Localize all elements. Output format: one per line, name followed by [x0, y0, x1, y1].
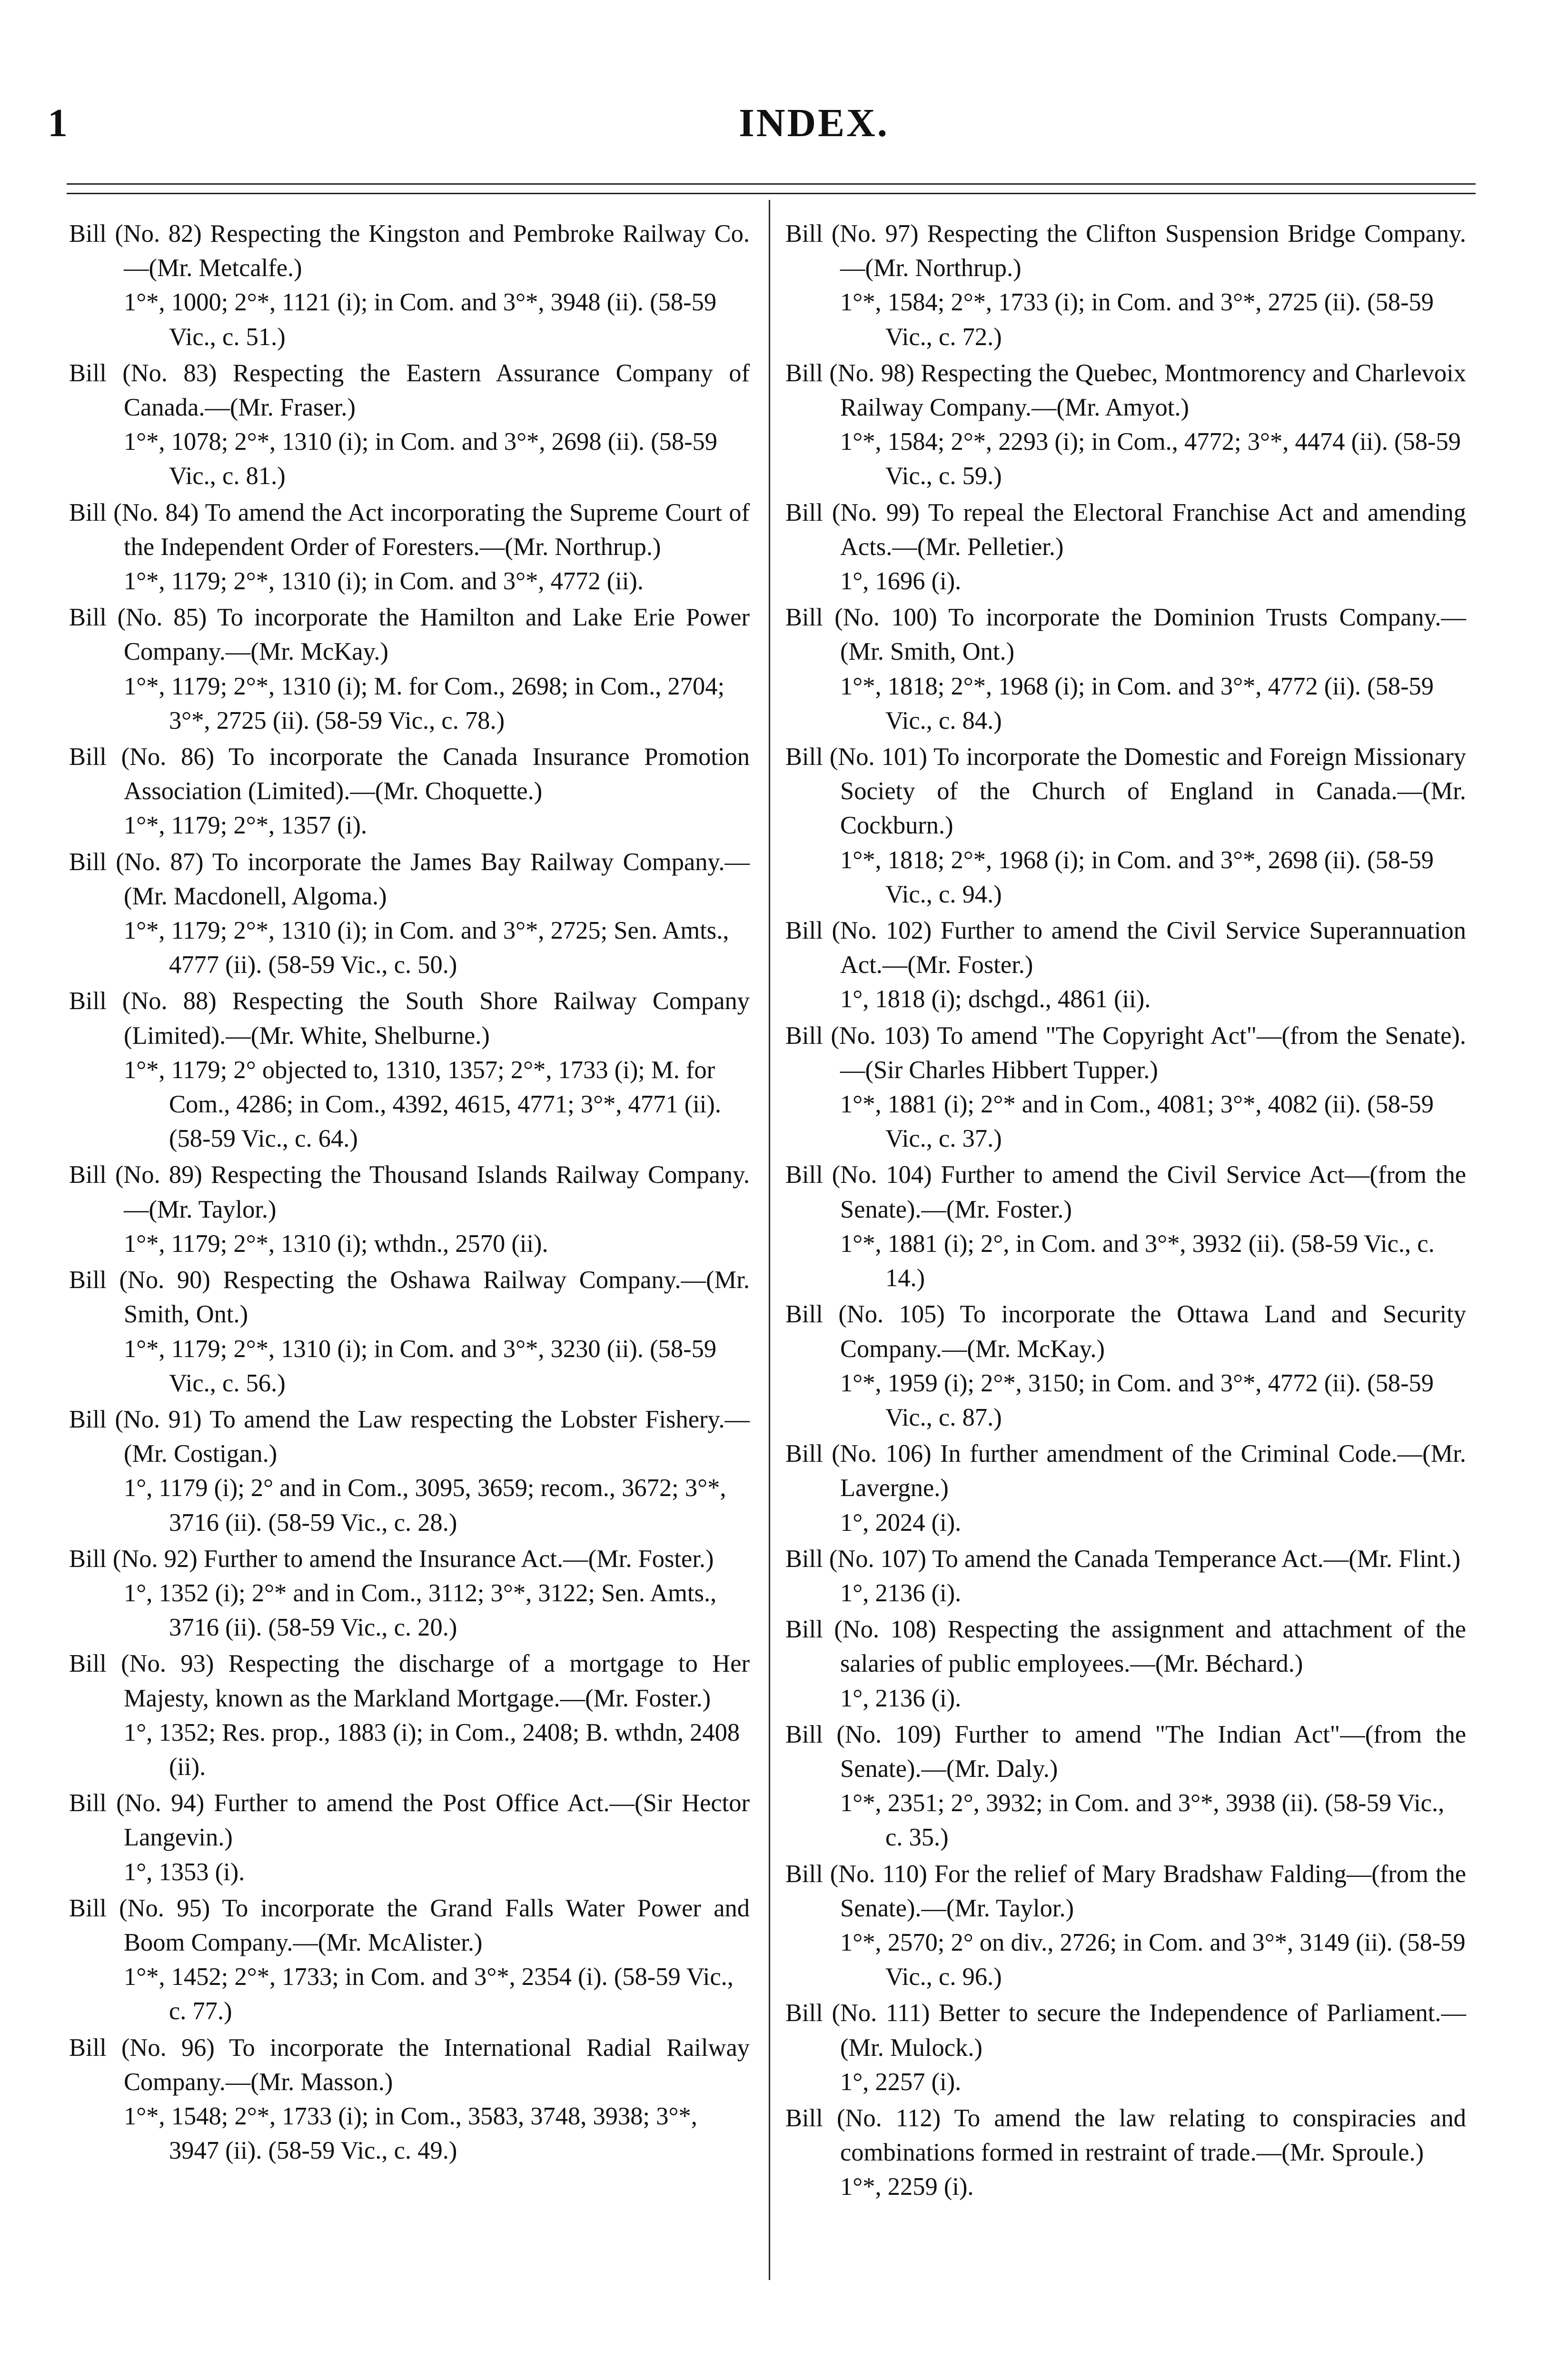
- entry-head: Bill (No. 93) Respecting the discharge of a mortgage to Her Majesty, known as the Markland Mortgage.—(Mr. Foster.): [69, 1650, 750, 1712]
- entry-head: Bill (No. 86) To incorporate the Canada Insurance Promotion Association (Limited).—(Mr. Choquette.): [69, 743, 750, 805]
- entry-head: Bill (No. 109) Further to amend "The Indian Act"—(from the Senate).—(Mr. Daly.): [785, 1720, 1466, 1783]
- entry-head: Bill (No. 103) To amend "The Copyright Act"—(from the Senate).—(Sir Charles Hibbert Tupper.): [785, 1021, 1466, 1084]
- entry-detail: 1°*, 2351; 2°, 3932; in Com. and 3°*, 3938 (ii). (58-59 Vic., c. 35.): [840, 1789, 1445, 1852]
- page-number: 1: [48, 101, 68, 145]
- entry-head: Bill (No. 96) To incorporate the International Radial Railway Company.—(Mr. Masson.): [69, 2033, 750, 2096]
- page-header: [48, 100, 1466, 148]
- index-entry: [785, 1857, 1466, 1994]
- entry-head: Bill (No. 108) Respecting the assignment and attachment of the salaries of public employees.—(Mr. Béchard.): [785, 1616, 1466, 1678]
- entry-head: Bill (No. 99) To repeal the Electoral Franchise Act and amending Acts.—(Mr. Pelletier.): [785, 498, 1466, 561]
- entry-detail: 1°*, 1452; 2°*, 1733; in Com. and 3°*, 2354 (i). (58-59 Vic., c. 77.): [124, 1963, 734, 2025]
- index-entry: [69, 1786, 750, 1889]
- index-entry: [785, 496, 1466, 599]
- column-divider: [769, 200, 770, 2280]
- entry-head: Bill (No. 104) Further to amend the Civil Service Act—(from the Senate).—(Mr. Foster.): [785, 1161, 1466, 1223]
- index-entry: [785, 600, 1466, 738]
- entry-detail: 1°*, 1584; 2°*, 1733 (i); in Com. and 3°*, 2725 (ii). (58-59 Vic., c. 72.): [840, 288, 1434, 351]
- entry-detail: 1°*, 1179; 2°*, 1310 (i); in Com. and 3°*, 4772 (ii).: [124, 567, 644, 595]
- index-entry: [69, 356, 750, 494]
- index-entry: [785, 1297, 1466, 1435]
- index-entry: [69, 740, 750, 843]
- entry-detail: 1°, 1352 (i); 2°* and in Com., 3112; 3°*, 3122; Sen. Amts., 3716 (ii). (58-59 Vic., c. 20.): [124, 1579, 717, 1642]
- index-entry: [69, 1646, 750, 1784]
- entry-detail: 1°*, 1179; 2°*, 1310 (i); wthdn., 2570 (ii).: [124, 1230, 548, 1258]
- index-entry: [69, 845, 750, 982]
- index-entry: [785, 2101, 1466, 2204]
- index-entry: [785, 356, 1466, 494]
- entry-detail: 1°*, 1881 (i); 2°, in Com. and 3°*, 3932 (ii). (58-59 Vic., c. 14.): [840, 1230, 1435, 1292]
- entry-detail: 1°, 2136 (i).: [840, 1579, 962, 1607]
- entry-detail: 1°, 1352; Res. prop., 1883 (i); in Com., 2408; B. wthdn, 2408 (ii).: [124, 1718, 740, 1781]
- header-rule-bottom: [67, 193, 1476, 194]
- index-entry: [785, 1019, 1466, 1156]
- entry-head: Bill (No. 84) To amend the Act incorporating the Supreme Court of the Independent Order of Foresters.—(Mr. Northrup.): [69, 498, 750, 561]
- entry-detail: 1°*, 1818; 2°*, 1968 (i); in Com. and 3°*, 2698 (ii). (58-59 Vic., c. 94.): [840, 846, 1434, 908]
- right-column: [785, 217, 1466, 2206]
- entry-head: Bill (No. 82) Respecting the Kingston and Pembroke Railway Co.—(Mr. Metcalfe.): [69, 220, 750, 282]
- entry-head: Bill (No. 105) To incorporate the Ottawa Land and Security Company.—(Mr. McKay.): [785, 1300, 1466, 1363]
- entry-head: Bill (No. 102) Further to amend the Civil Service Superannuation Act.—(Mr. Foster.): [785, 917, 1466, 979]
- entry-detail: 1°*, 1179; 2°*, 1310 (i); in Com. and 3°*, 3230 (ii). (58-59 Vic., c. 56.): [124, 1335, 717, 1397]
- entry-detail: 1°*, 1959 (i); 2°*, 3150; in Com. and 3°*, 4772 (ii). (58-59 Vic., c. 87.): [840, 1369, 1434, 1431]
- entry-detail: 1°, 2257 (i).: [840, 2068, 962, 2096]
- entry-head: Bill (No. 94) Further to amend the Post Office Act.—(Sir Hector Langevin.): [69, 1789, 750, 1852]
- entry-head: Bill (No. 112) To amend the law relating to conspiracies and combinations formed in restraint of trade.—(Mr. Sproule.): [785, 2104, 1466, 2167]
- entry-detail: 1°*, 1179; 2°*, 1310 (i); M. for Com., 2698; in Com., 2704; 3°*, 2725 (ii). (58-59 Vic., c. 78.): [124, 672, 725, 734]
- entry-head: Bill (No. 88) Respecting the South Shore Railway Company (Limited).—(Mr. White, Shelburne.): [69, 987, 750, 1050]
- index-entry: [785, 1158, 1466, 1295]
- entry-head: Bill (No. 100) To incorporate the Dominion Trusts Company.—(Mr. Smith, Ont.): [785, 604, 1466, 666]
- entry-head: Bill (No. 98) Respecting the Quebec, Montmorency and Charlevoix Railway Company.—(Mr. Amyot.): [785, 359, 1466, 422]
- entry-head: Bill (No. 106) In further amendment of the Criminal Code.—(Mr. Lavergne.): [785, 1440, 1466, 1502]
- index-entry: [69, 1402, 750, 1540]
- entry-detail: 1°*, 1818; 2°*, 1968 (i); in Com. and 3°*, 4772 (ii). (58-59 Vic., c. 84.): [840, 672, 1434, 734]
- entry-detail: 1°*, 1584; 2°*, 2293 (i); in Com., 4772; 3°*, 4474 (ii). (58-59 Vic., c. 59.): [840, 428, 1461, 490]
- entry-head: Bill (No. 97) Respecting the Clifton Suspension Bridge Company.—(Mr. Northrup.): [785, 220, 1466, 282]
- entry-detail: 1°, 1179 (i); 2° and in Com., 3095, 3659; recom., 3672; 3°*, 3716 (ii). (58-59 Vic., c. 28.): [124, 1474, 726, 1537]
- index-entry: [785, 913, 1466, 1017]
- index-entry: [69, 2031, 750, 2168]
- page-title: INDEX.: [739, 101, 889, 145]
- entry-head: Bill (No. 89) Respecting the Thousand Islands Railway Company.—(Mr. Taylor.): [69, 1161, 750, 1223]
- entry-head: Bill (No. 110) For the relief of Mary Bradshaw Falding—(from the Senate).—(Mr. Taylor.): [785, 1860, 1466, 1922]
- entry-head: Bill (No. 85) To incorporate the Hamilton and Lake Erie Power Company.—(Mr. McKay.): [69, 604, 750, 666]
- entry-detail: 1°, 1353 (i).: [124, 1858, 245, 1886]
- entry-head: Bill (No. 83) Respecting the Eastern Assurance Company of Canada.—(Mr. Fraser.): [69, 359, 750, 422]
- entry-detail: 1°*, 1179; 2°*, 1310 (i); in Com. and 3°*, 2725; Sen. Amts., 4777 (ii). (58-59 Vic., c. 50.): [124, 917, 729, 979]
- entry-detail: 1°*, 2259 (i).: [840, 2173, 974, 2201]
- entry-head: Bill (No. 107) To amend the Canada Temperance Act.—(Mr. Flint.): [785, 1545, 1461, 1573]
- index-entry: [69, 496, 750, 599]
- index-entry: [785, 1437, 1466, 1540]
- entry-detail: 1°*, 1179; 2°*, 1357 (i).: [124, 812, 367, 840]
- index-entry: [69, 1891, 750, 2029]
- entry-detail: 1°, 2136 (i).: [840, 1684, 962, 1712]
- index-entry: [69, 217, 750, 354]
- index-entry: [69, 1263, 750, 1400]
- header-rule-top: [67, 183, 1476, 185]
- entry-head: Bill (No. 95) To incorporate the Grand Falls Water Power and Boom Company.—(Mr. McAlister.): [69, 1894, 750, 1956]
- entry-detail: 1°*, 1548; 2°*, 1733 (i); in Com., 3583, 3748, 3938; 3°*, 3947 (ii). (58-59 Vic., c. 49.): [124, 2102, 697, 2165]
- index-entry: [785, 217, 1466, 354]
- entry-detail: 1°*, 2570; 2° on div., 2726; in Com. and 3°*, 3149 (ii). (58-59 Vic., c. 96.): [840, 1928, 1466, 1991]
- entry-head: Bill (No. 101) To incorporate the Domestic and Foreign Missionary Society of the Church of England in Canada.—(Mr. Cockburn.): [785, 743, 1466, 840]
- entry-head: Bill (No. 87) To incorporate the James Bay Railway Company.—(Mr. Macdonell, Algoma.): [69, 848, 750, 910]
- index-entry: [69, 1158, 750, 1261]
- entry-head: Bill (No. 111) Better to secure the Independence of Parliament.—(Mr. Mulock.): [785, 1999, 1466, 2062]
- entry-detail: 1°*, 1078; 2°*, 1310 (i); in Com. and 3°*, 2698 (ii). (58-59 Vic., c. 81.): [124, 428, 718, 490]
- index-entry: [785, 1996, 1466, 2099]
- index-entry: [785, 1717, 1466, 1855]
- entry-head: Bill (No. 90) Respecting the Oshawa Railway Company.—(Mr. Smith, Ont.): [69, 1266, 750, 1329]
- entry-head: Bill (No. 91) To amend the Law respecting the Lobster Fishery.—(Mr. Costigan.): [69, 1405, 750, 1468]
- entry-detail: 1°, 1818 (i); dschgd., 4861 (ii).: [840, 985, 1151, 1013]
- index-entry: [69, 600, 750, 738]
- index-entry: [785, 1612, 1466, 1716]
- entry-detail: 1°, 1696 (i).: [840, 567, 962, 595]
- index-entry: [69, 1542, 750, 1645]
- entry-detail: 1°*, 1881 (i); 2°* and in Com., 4081; 3°*, 4082 (ii). (58-59 Vic., c. 37.): [840, 1091, 1434, 1153]
- entry-head: Bill (No. 92) Further to amend the Insurance Act.—(Mr. Foster.): [69, 1545, 714, 1573]
- index-entry: [785, 1542, 1466, 1610]
- entry-detail: 1°, 2024 (i).: [840, 1508, 962, 1537]
- index-entry: [785, 740, 1466, 912]
- entry-detail: 1°*, 1179; 2° objected to, 1310, 1357; 2°*, 1733 (i); M. for Com., 4286; in Com., 4392, 4615, 4771; 3°*, 4771 (ii). (58-59 Vic., c. 64.): [124, 1056, 721, 1153]
- index-entry: [69, 984, 750, 1156]
- entry-detail: 1°*, 1000; 2°*, 1121 (i); in Com. and 3°*, 3948 (ii). (58-59 Vic., c. 51.): [124, 288, 717, 351]
- left-column: [69, 217, 750, 2170]
